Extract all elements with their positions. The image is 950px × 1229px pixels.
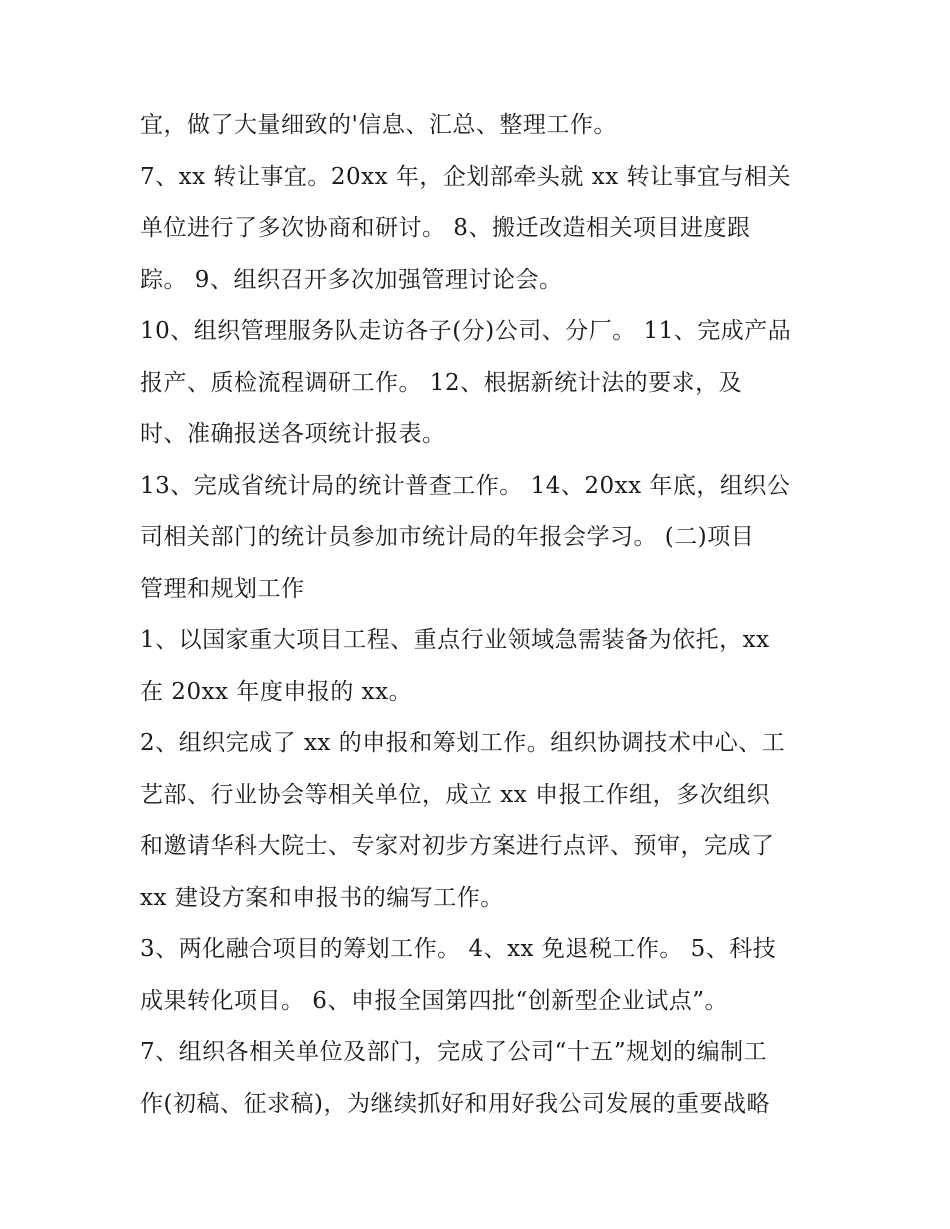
text-line-3: 单位进行了多次协商和研讨。 8、搬迁改造相关项目进度跟 <box>140 215 751 241</box>
text-line-5: 10、组织管理服务队走访各子(分)公司、分厂。 11、完成产品 <box>140 318 792 344</box>
text-line-14: 艺部、行业协会等相关单位，成立 xx 申报工作组，多次组织 <box>140 781 771 808</box>
text-line-6: 报产、质检流程调研工作。 12、根据新统计法的要求，及 <box>140 369 743 396</box>
text-line-13: 2、组织完成了 xx 的申报和筹划工作。组织协调技术中心、工 <box>140 730 786 756</box>
text-line-9: 司相关部门的统计员参加市统计局的年报会学习。 (二)项目 <box>140 524 755 550</box>
text-line-16: xx 建设方案和申报书的编写工作。 <box>140 884 504 911</box>
text-line-7: 时、准确报送各项统计报表。 <box>140 421 446 447</box>
text-line-4: 踪。 9、组织召开多次加强管理讨论会。 <box>140 266 563 293</box>
text-line-15: 和邀请华科大院士、专家对初步方案进行点评、预审，完成了 <box>140 833 775 859</box>
text-line-12: 在 20xx 年度申报的 xx。 <box>140 678 413 705</box>
text-line-19: 7、组织各相关单位及部门，完成了公司“十五”规划的编制工 <box>140 1039 768 1065</box>
document-body <box>140 100 820 1130</box>
text-line-17: 3、两化融合项目的筹划工作。 4、xx 免退税工作。 5、科技 <box>140 936 777 962</box>
text-line-18: 成果转化项目。 6、申报全国第四批“创新型企业试点”。 <box>140 987 728 1014</box>
text-line-2: 7、xx 转让事宜。20xx 年，企划部牵头就 xx 转让事宜与相关 <box>140 163 791 190</box>
text-line-1: 宜，做了大量细致的'信息、汇总、整理工作。 <box>140 112 617 138</box>
text-line-20: 作(初稿、征求稿)，为继续抓好和用好我公司发展的重要战略 <box>140 1090 770 1117</box>
text-line-8: 13、完成省统计局的统计普查工作。 14、20xx 年底，组织公 <box>140 472 791 499</box>
text-line-11: 1、以国家重大项目工程、重点行业领域急需装备为依托，xx <box>140 627 770 653</box>
text-line-10: 管理和规划工作 <box>140 575 305 602</box>
